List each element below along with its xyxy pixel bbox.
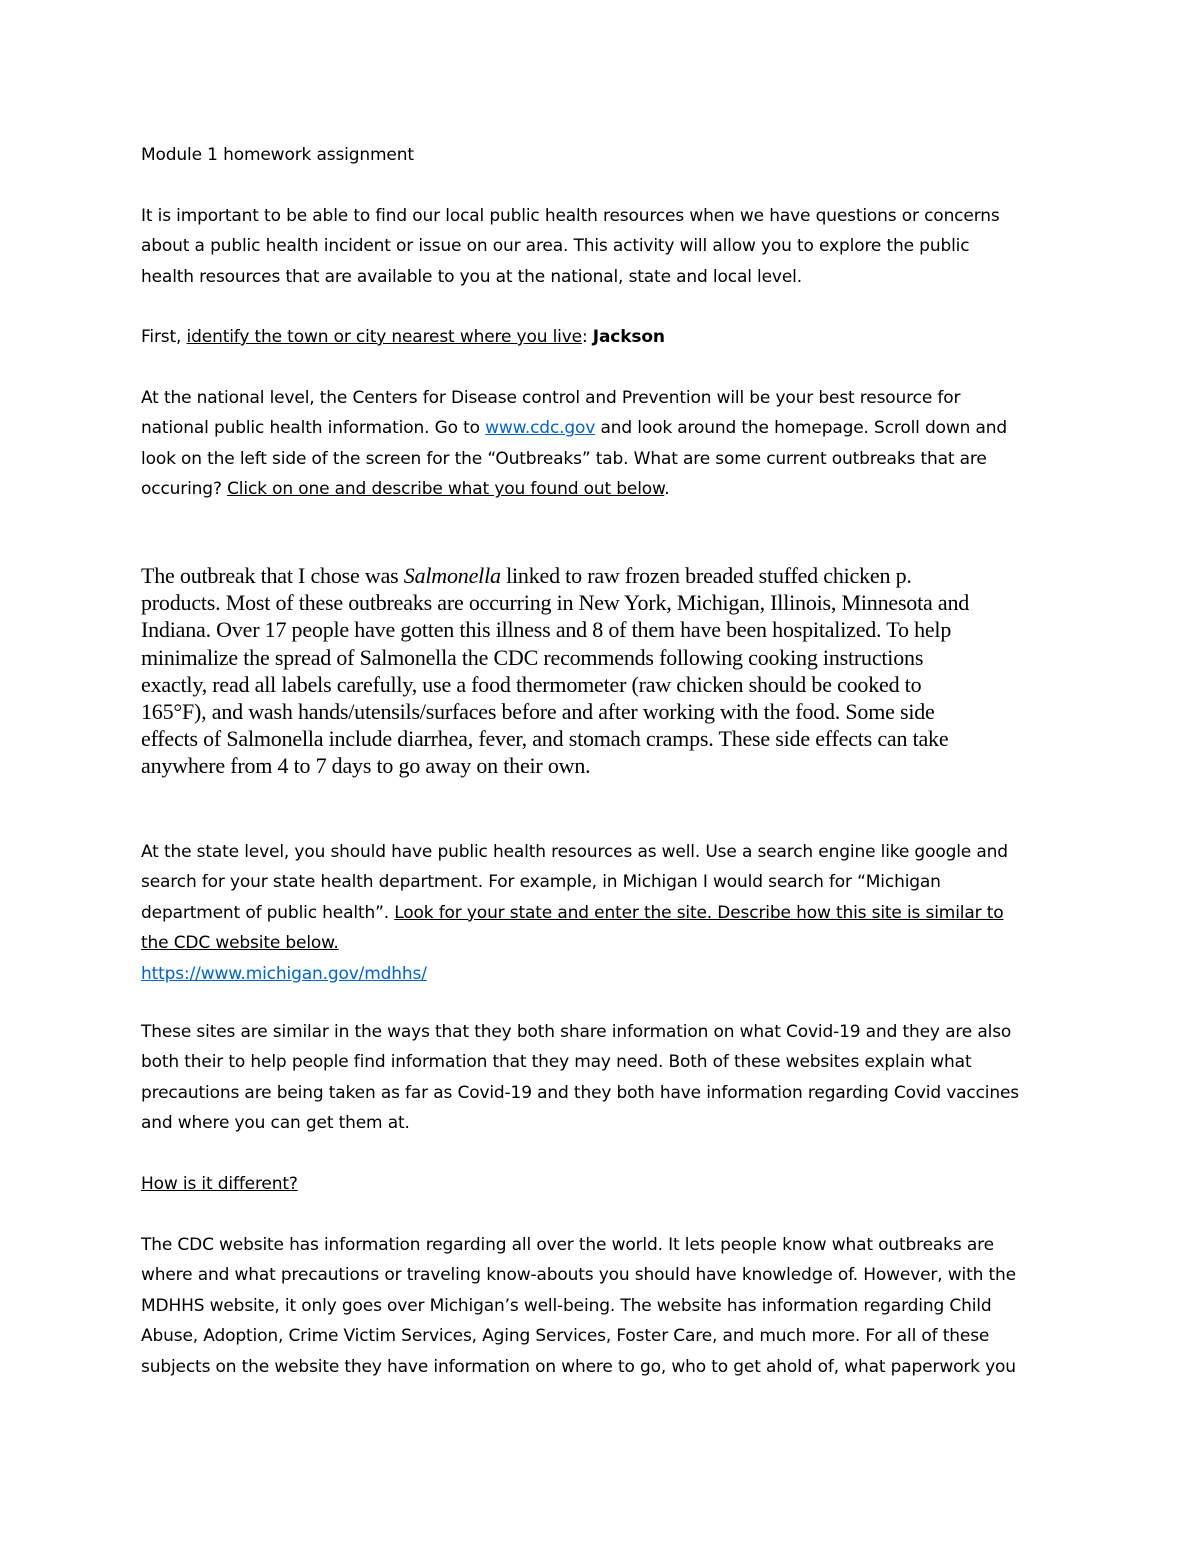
different-line: MDHHS website, it only goes over Michigan’s well-being. The website has information regarding Child (141, 1295, 992, 1316)
state-task: Look for your state and enter the site. Describe how this site is similar to (394, 902, 1004, 923)
state-line3-pre: department of public health”. (141, 902, 395, 923)
national-line2-post: and look around the homepage. Scroll down and (595, 418, 1008, 439)
different-heading: How is it different? (141, 1174, 298, 1194)
state-paragraph (141, 837, 1008, 989)
outbreak-line1-post: linked to raw frozen breaded stuffed chicken p. (500, 563, 912, 588)
different-answer (141, 1230, 1016, 1382)
cdc-link[interactable]: www.cdc.gov (485, 418, 596, 439)
national-line4-pre: occuring? (141, 479, 228, 500)
outbreak-line: Indiana. Over 17 people have gotten this illness and 8 of them have been hospitalized. To help (141, 617, 952, 643)
outbreak-line: exactly, read all labels carefully, use a food thermometer (raw chicken should be cooked to (141, 671, 922, 697)
intro-line: health resources that are available to you at the national, state and local level. (141, 266, 802, 287)
national-paragraph (141, 383, 1007, 505)
outbreak-italic: Salmonella (403, 563, 501, 588)
different-line: The CDC website has information regarding all over the world. It lets people know what outbreaks are (141, 1235, 994, 1255)
first-answer: Jackson (592, 327, 665, 347)
outbreak-line: products. Most of these outbreaks are occurring in New York, Michigan, Illinois, Minnesota and (141, 590, 970, 616)
national-task: Click on one and describe what you found out below (227, 479, 665, 500)
similar-line: and where you can get them at. (141, 1113, 410, 1134)
outbreak-line1-pre: The outbreak that I chose was (141, 563, 404, 588)
state-line (141, 898, 1008, 928)
state-task-line: the CDC website below. (141, 933, 339, 954)
outbreak-line (141, 562, 969, 589)
national-line (141, 474, 1007, 504)
similar-line: precautions are being taken as far as Covid-19 and they both have information regarding Covid vaccines (141, 1082, 1020, 1103)
intro-paragraph (141, 201, 1000, 292)
similar-answer (141, 1017, 1019, 1139)
national-line (141, 413, 1007, 443)
similar-line: These sites are similar in the ways that they both share information on what Covid-19 and they are also (141, 1022, 1012, 1042)
first-prompt: identify the town or city nearest where you live (186, 327, 582, 347)
mdhhs-link[interactable]: https://www.michigan.gov/mdhhs/ (141, 963, 427, 984)
intro-line: It is important to be able to find our local public health resources when we have questions or concerns (141, 206, 1000, 226)
first-question (141, 322, 665, 352)
outbreak-answer (141, 562, 969, 780)
first-prefix: First, (141, 327, 187, 347)
different-line: where and what precautions or traveling know-abouts you should have knowledge of. However, with the (141, 1265, 1016, 1286)
different-line: subjects on the website they have information on where to go, who to get ahold of, what paperwork you (141, 1356, 1016, 1377)
similar-line: both their to help people find information that they may need. Both of these websites explain what (141, 1052, 972, 1073)
state-line: search for your state health department. For example, in Michigan I would search for “Michigan (141, 872, 941, 893)
intro-line: about a public health incident or issue on our area. This activity will allow you to explore the public (141, 236, 970, 257)
outbreak-line: 165°F), and wash hands/utensils/surfaces before and after working with the food. Some side (141, 699, 935, 725)
different-line: Abuse, Adoption, Crime Victim Services, Aging Services, Foster Care, and much more. For all of these (141, 1326, 990, 1347)
outbreak-line: effects of Salmonella include diarrhea, fever, and stomach cramps. These side effects can take (141, 726, 949, 752)
national-line2-pre: national public health information. Go to (141, 418, 486, 439)
first-colon: : (581, 327, 593, 347)
outbreak-line: minimalize the spread of Salmonella the CDC recommends following cooking instructions (141, 644, 924, 670)
outbreak-line: anywhere from 4 to 7 days to go away on their own. (141, 753, 591, 779)
state-line: At the state level, you should have public health resources as well. Use a search engine like google and (141, 842, 1008, 862)
national-line: look on the left side of the screen for the “Outbreaks” tab. What are some current outbreaks that are (141, 448, 987, 469)
national-line: At the national level, the Centers for Disease control and Prevention will be your best resource for (141, 388, 961, 408)
document-title: Module 1 homework assignment (141, 145, 414, 165)
national-line4-post: . (664, 479, 670, 500)
